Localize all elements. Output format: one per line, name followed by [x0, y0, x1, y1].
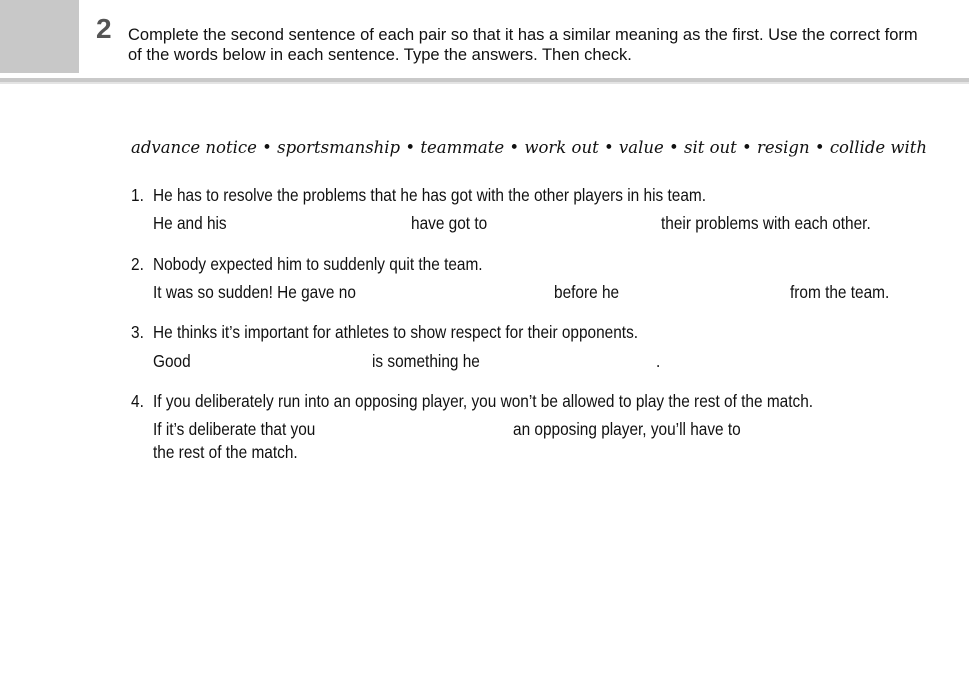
- answer-input-3b[interactable]: [495, 350, 654, 374]
- answer-input-2b[interactable]: [630, 281, 788, 305]
- item-number: 2.: [131, 254, 144, 274]
- item-text-part: an opposing player, you’ll have to: [513, 419, 741, 439]
- answer-input-4b[interactable]: [767, 418, 931, 442]
- answer-input-1b[interactable]: [500, 212, 659, 236]
- item-text-part: their problems with each other.: [661, 213, 871, 233]
- item-text-part: before he: [554, 282, 620, 302]
- item-number: 3.: [131, 322, 144, 342]
- item-original-sentence: He has to resolve the problems that he has got with the other players in his team.: [153, 185, 706, 205]
- item-text-part: have got to: [411, 213, 488, 233]
- item-text-part: It was so sudden! He gave no: [153, 282, 356, 302]
- header-divider-shadow: [0, 82, 969, 84]
- item-text-part: the rest of the match.: [153, 442, 298, 462]
- word-bank: advance notice • sportsmanship • teammate • work out • value • sit out • resign • collide with: [131, 138, 928, 157]
- item-text-part: from the team.: [790, 282, 890, 302]
- item-text-part: If it’s deliberate that you: [153, 419, 316, 439]
- answer-input-4a[interactable]: [340, 418, 512, 442]
- item-number: 1.: [131, 185, 144, 205]
- item-text-part: Good: [153, 351, 191, 371]
- exercise-instruction: Complete the second sentence of each pair so that it has a similar meaning as the first. Use the correct form of the words below in each sentence. Type the answers. Then check.: [128, 26, 918, 64]
- item-original-sentence: He thinks it’s important for athletes to show respect for their opponents.: [153, 322, 639, 342]
- item-text-part: He and his: [153, 213, 227, 233]
- answer-input-3a[interactable]: [198, 350, 370, 374]
- item-text-part: .: [656, 351, 661, 371]
- answer-input-2a[interactable]: [380, 281, 552, 305]
- answer-input-1a[interactable]: [238, 212, 410, 236]
- item-number: 4.: [131, 391, 144, 411]
- exercise-number: 2: [96, 13, 112, 44]
- item-original-sentence: Nobody expected him to suddenly quit the team.: [153, 254, 483, 274]
- header-grey-block: [0, 0, 79, 73]
- item-text-part: is something he: [372, 351, 480, 371]
- item-original-sentence: If you deliberately run into an opposing player, you won’t be allowed to play the rest of the match.: [153, 391, 814, 411]
